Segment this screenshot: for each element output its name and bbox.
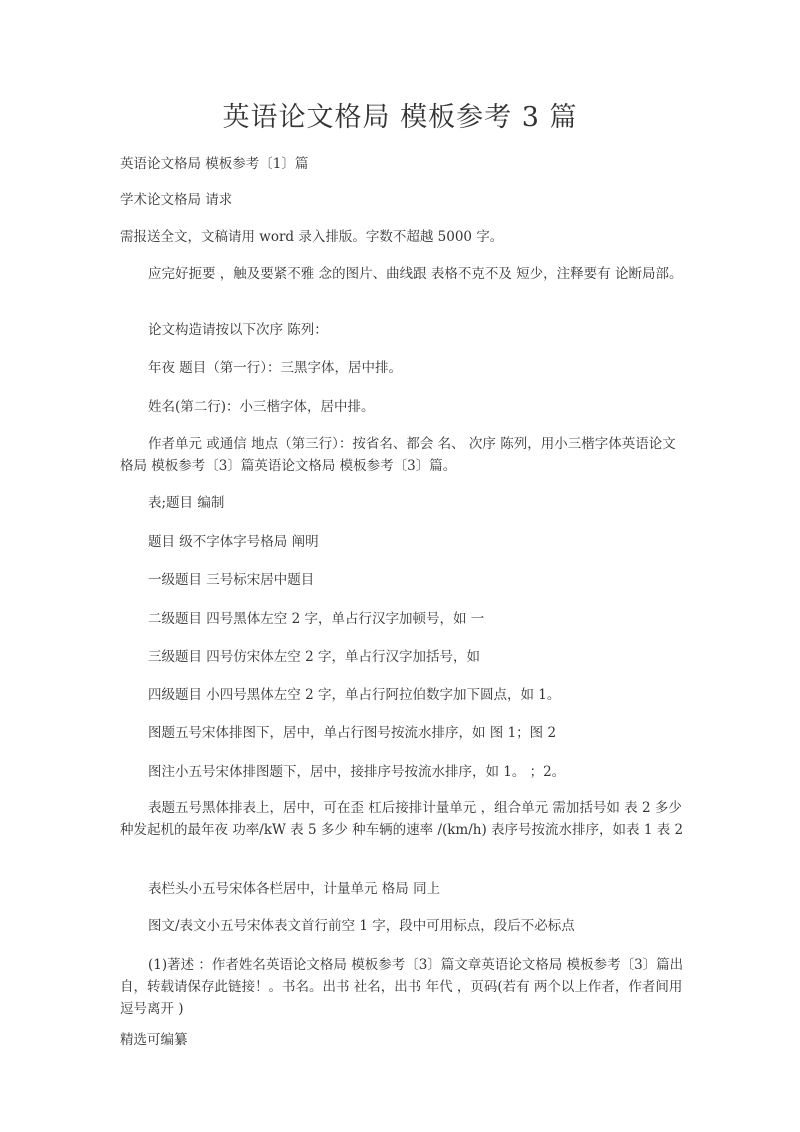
paragraph-subtitle: 英语论文格局 模板参考〔1〕篇 — [120, 156, 309, 172]
paragraph: 表栏头小五号宋体各栏居中，计量单元 格局 同上 — [148, 881, 441, 897]
paragraph: 二级题目 四号黑体左空 2 字，单占行汉字加顿号，如 一 — [148, 611, 485, 627]
paragraph: 一级题目 三号标宋居中题目 — [148, 572, 315, 588]
paragraph: 题目 级不字体字号格局 阐明 — [148, 534, 319, 550]
paragraph: 作者单元 或通信 地点（第三行）：按省名、都会 名、 次序 陈列，用小三楷字体英语论文格局 模板参考〔3〕篇英语论文格局 模板参考〔3〕篇。 — [120, 436, 676, 474]
paragraph: 应完好扼要 ，触及要紧不雅 念的图片、曲线跟 表格不克不及 短少，注释要有 论断局部。 — [148, 266, 683, 282]
paragraph: 表;题目 编制 — [148, 495, 225, 511]
paragraph: 图题五号宋体排图下，居中，单占行图号按流水排序，如 图 1；图 2 — [148, 725, 557, 741]
paragraph: 图文/表文小五号宋体表文首行前空 1 字，段中可用标点，段后不必标点 — [148, 918, 575, 934]
paragraph: 论文构造请按以下次序 陈列： — [148, 322, 328, 338]
document-title: 英语论文格局 模板参考 3 篇 — [222, 102, 578, 133]
paragraph: 年夜 题目（第一行）：三黑字体，居中排。 — [148, 360, 403, 376]
paragraph: 四级题目 小四号黑体左空 2 字，单占行阿拉伯数字加下圆点，如 1。 — [148, 687, 561, 703]
footer-note: 精选可编纂 — [120, 1032, 188, 1048]
paragraph: 需报送全文，文稿请用 word 录入排版。字数不超越 5000 字。 — [120, 229, 504, 245]
paragraph: 三级题目 四号仿宋体左空 2 字，单占行汉字加括号，如 — [148, 649, 480, 665]
paragraph: 表题五号黑体排表上，居中，可在歪 杠后接排计量单元 ，组合单元 需加括号如 表 2 多少 种发起机的最年夜 功率/kW 表 5 多少 种车辆的速率 /(km/h) 表序号按流水排序，如表 1 表 2 — [120, 800, 684, 838]
paragraph: 图注小五号宋体排图题下，居中，接排序号按流水排序，如 1。 ；2。 — [148, 764, 566, 780]
paragraph-heading: 学术论文格局 请求 — [120, 192, 233, 208]
paragraph: 姓名(第二行)：小三楷字体，居中排。 — [148, 399, 375, 415]
paragraph: (1)著述 ：作者姓名英语论文格局 模板参考〔3〕篇文章英语论文格局 模板参考〔3〕篇出自，转载请保存此链接！。书名。出书 社名，出书 年代 ，页码(若有 两个以上作者，作者间用逗号离开 ) — [120, 957, 684, 1017]
